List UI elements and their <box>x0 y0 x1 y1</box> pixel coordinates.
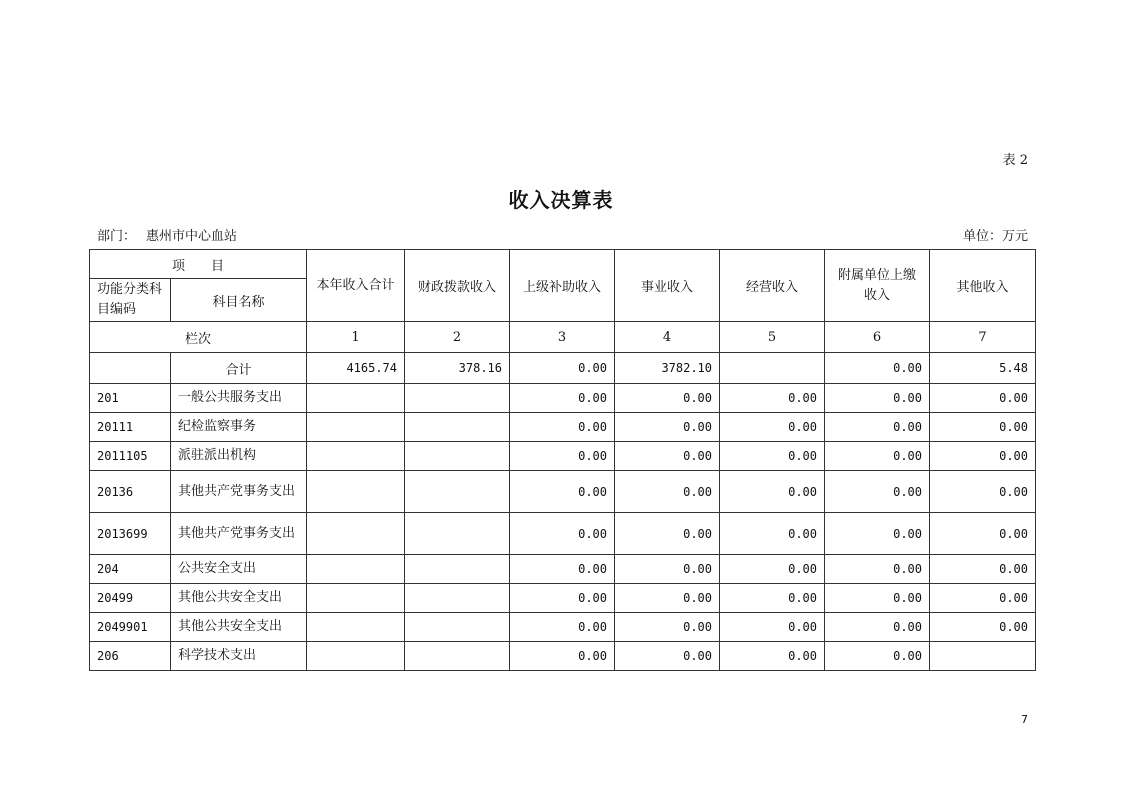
row-value-cell <box>307 642 405 671</box>
row-value-cell <box>307 584 405 613</box>
row-value-cell: 0.00 <box>930 513 1036 555</box>
row-value-cell: 0.00 <box>615 413 720 442</box>
row-value-cell: 0.00 <box>930 613 1036 642</box>
row-value-cell <box>405 471 510 513</box>
row-value-cell: 0.00 <box>510 613 615 642</box>
row-code: 201 <box>90 384 171 413</box>
row-value-cell: 0.00 <box>615 613 720 642</box>
table-row <box>90 442 1036 471</box>
row-value-cell: 0.00 <box>720 513 825 555</box>
row-name: 其他公共安全支出 <box>171 584 307 613</box>
header-item: 项 目 <box>90 250 307 279</box>
row-value-cell: 0.00 <box>825 642 930 671</box>
row-value-cell: 0.00 <box>720 413 825 442</box>
table-label: 表 2 <box>1002 153 1028 168</box>
row-code: 2049901 <box>90 613 171 642</box>
header-name: 科目名称 <box>171 279 307 322</box>
row-value-cell <box>307 555 405 584</box>
total-cell: 5.48 <box>930 353 1036 384</box>
row-name: 其他共产党事务支出 <box>171 513 307 555</box>
row-value-cell: 0.00 <box>720 613 825 642</box>
row-value-cell: 0.00 <box>825 442 930 471</box>
row-code: 20111 <box>90 413 171 442</box>
index-label: 栏次 <box>90 322 307 353</box>
table-row <box>90 471 1036 513</box>
index-cell: 1 <box>307 322 405 353</box>
row-value-cell: 0.00 <box>825 584 930 613</box>
total-row <box>90 353 1036 384</box>
total-cell <box>720 353 825 384</box>
row-value-cell <box>930 642 1036 671</box>
row-value-cell: 0.00 <box>510 513 615 555</box>
table-row <box>90 384 1036 413</box>
table-row <box>90 584 1036 613</box>
row-value-cell: 0.00 <box>825 471 930 513</box>
row-name: 公共安全支出 <box>171 555 307 584</box>
table-row <box>90 555 1036 584</box>
total-label: 合计 <box>171 353 307 384</box>
total-cell: 0.00 <box>825 353 930 384</box>
row-value-cell <box>307 513 405 555</box>
row-code: 206 <box>90 642 171 671</box>
row-value-cell: 0.00 <box>615 513 720 555</box>
row-value-cell: 0.00 <box>825 613 930 642</box>
row-value-cell: 0.00 <box>720 442 825 471</box>
index-cell: 4 <box>615 322 720 353</box>
header-code: 功能分类科目编码 <box>90 279 171 322</box>
row-value-cell: 0.00 <box>825 384 930 413</box>
total-cell: 4165.74 <box>307 353 405 384</box>
department-label: 部门： <box>97 229 137 244</box>
row-value-cell: 0.00 <box>930 471 1036 513</box>
row-value-cell: 0.00 <box>615 442 720 471</box>
row-name: 其他公共安全支出 <box>171 613 307 642</box>
row-value-cell: 0.00 <box>510 584 615 613</box>
row-value-cell: 0.00 <box>825 555 930 584</box>
row-value-cell: 0.00 <box>825 413 930 442</box>
row-value-cell <box>307 413 405 442</box>
row-value-cell <box>307 613 405 642</box>
row-value-cell: 0.00 <box>510 384 615 413</box>
row-value-cell: 0.00 <box>615 584 720 613</box>
header-col-total: 本年收入合计 <box>307 250 405 322</box>
row-code: 20499 <box>90 584 171 613</box>
total-code-cell <box>90 353 171 384</box>
index-cell: 3 <box>510 322 615 353</box>
unit-label: 单位：万元 <box>962 229 1028 244</box>
page-title: 收入决算表 <box>508 188 614 212</box>
row-value-cell: 0.00 <box>615 555 720 584</box>
row-value-cell <box>405 513 510 555</box>
header-col-operating: 经营收入 <box>720 250 825 322</box>
department-line <box>97 225 237 244</box>
row-name: 派驻派出机构 <box>171 442 307 471</box>
table-row <box>90 413 1036 442</box>
row-value-cell: 0.00 <box>510 555 615 584</box>
row-code: 2013699 <box>90 513 171 555</box>
row-value-cell: 0.00 <box>825 513 930 555</box>
row-code: 204 <box>90 555 171 584</box>
row-name: 科学技术支出 <box>171 642 307 671</box>
data-rows <box>90 384 1036 671</box>
total-cell: 378.16 <box>405 353 510 384</box>
row-value-cell: 0.00 <box>930 555 1036 584</box>
index-cell: 6 <box>825 322 930 353</box>
header-col-business: 事业收入 <box>615 250 720 322</box>
row-value-cell: 0.00 <box>510 442 615 471</box>
page-number: 7 <box>1021 713 1028 726</box>
row-value-cell <box>405 584 510 613</box>
income-statement-table <box>89 249 1036 671</box>
row-value-cell <box>307 471 405 513</box>
table-row <box>90 642 1036 671</box>
row-value-cell: 0.00 <box>930 384 1036 413</box>
table-header <box>90 250 1036 322</box>
row-code: 20136 <box>90 471 171 513</box>
row-value-cell: 0.00 <box>510 471 615 513</box>
row-value-cell <box>405 642 510 671</box>
row-value-cell: 0.00 <box>720 471 825 513</box>
header-col-fiscal: 财政拨款收入 <box>405 250 510 322</box>
index-cell: 5 <box>720 322 825 353</box>
row-code: 2011105 <box>90 442 171 471</box>
index-cell: 7 <box>930 322 1036 353</box>
index-cell: 2 <box>405 322 510 353</box>
index-row-group <box>90 322 1036 384</box>
total-cell: 3782.10 <box>615 353 720 384</box>
index-row <box>90 322 1036 353</box>
row-value-cell: 0.00 <box>510 642 615 671</box>
total-cell: 0.00 <box>510 353 615 384</box>
row-value-cell <box>405 442 510 471</box>
row-name: 一般公共服务支出 <box>171 384 307 413</box>
row-value-cell <box>405 555 510 584</box>
row-value-cell <box>307 442 405 471</box>
table-row <box>90 513 1036 555</box>
header-col-affiliated: 附属单位上缴收入 <box>825 250 930 322</box>
row-value-cell: 0.00 <box>510 413 615 442</box>
row-value-cell: 0.00 <box>615 384 720 413</box>
row-value-cell: 0.00 <box>615 471 720 513</box>
department-name: 惠州市中心血站 <box>146 229 238 244</box>
header-col-other: 其他收入 <box>930 250 1036 322</box>
row-value-cell: 0.00 <box>930 442 1036 471</box>
header-col-superior-subsidy: 上级补助收入 <box>510 250 615 322</box>
row-value-cell: 0.00 <box>930 584 1036 613</box>
row-name: 纪检监察事务 <box>171 413 307 442</box>
row-name: 其他共产党事务支出 <box>171 471 307 513</box>
row-value-cell <box>307 384 405 413</box>
row-value-cell: 0.00 <box>720 555 825 584</box>
row-value-cell <box>405 384 510 413</box>
row-value-cell: 0.00 <box>720 584 825 613</box>
row-value-cell <box>405 613 510 642</box>
row-value-cell <box>405 413 510 442</box>
row-value-cell: 0.00 <box>930 413 1036 442</box>
row-value-cell: 0.00 <box>615 642 720 671</box>
row-value-cell: 0.00 <box>720 642 825 671</box>
table-row <box>90 613 1036 642</box>
row-value-cell: 0.00 <box>720 384 825 413</box>
